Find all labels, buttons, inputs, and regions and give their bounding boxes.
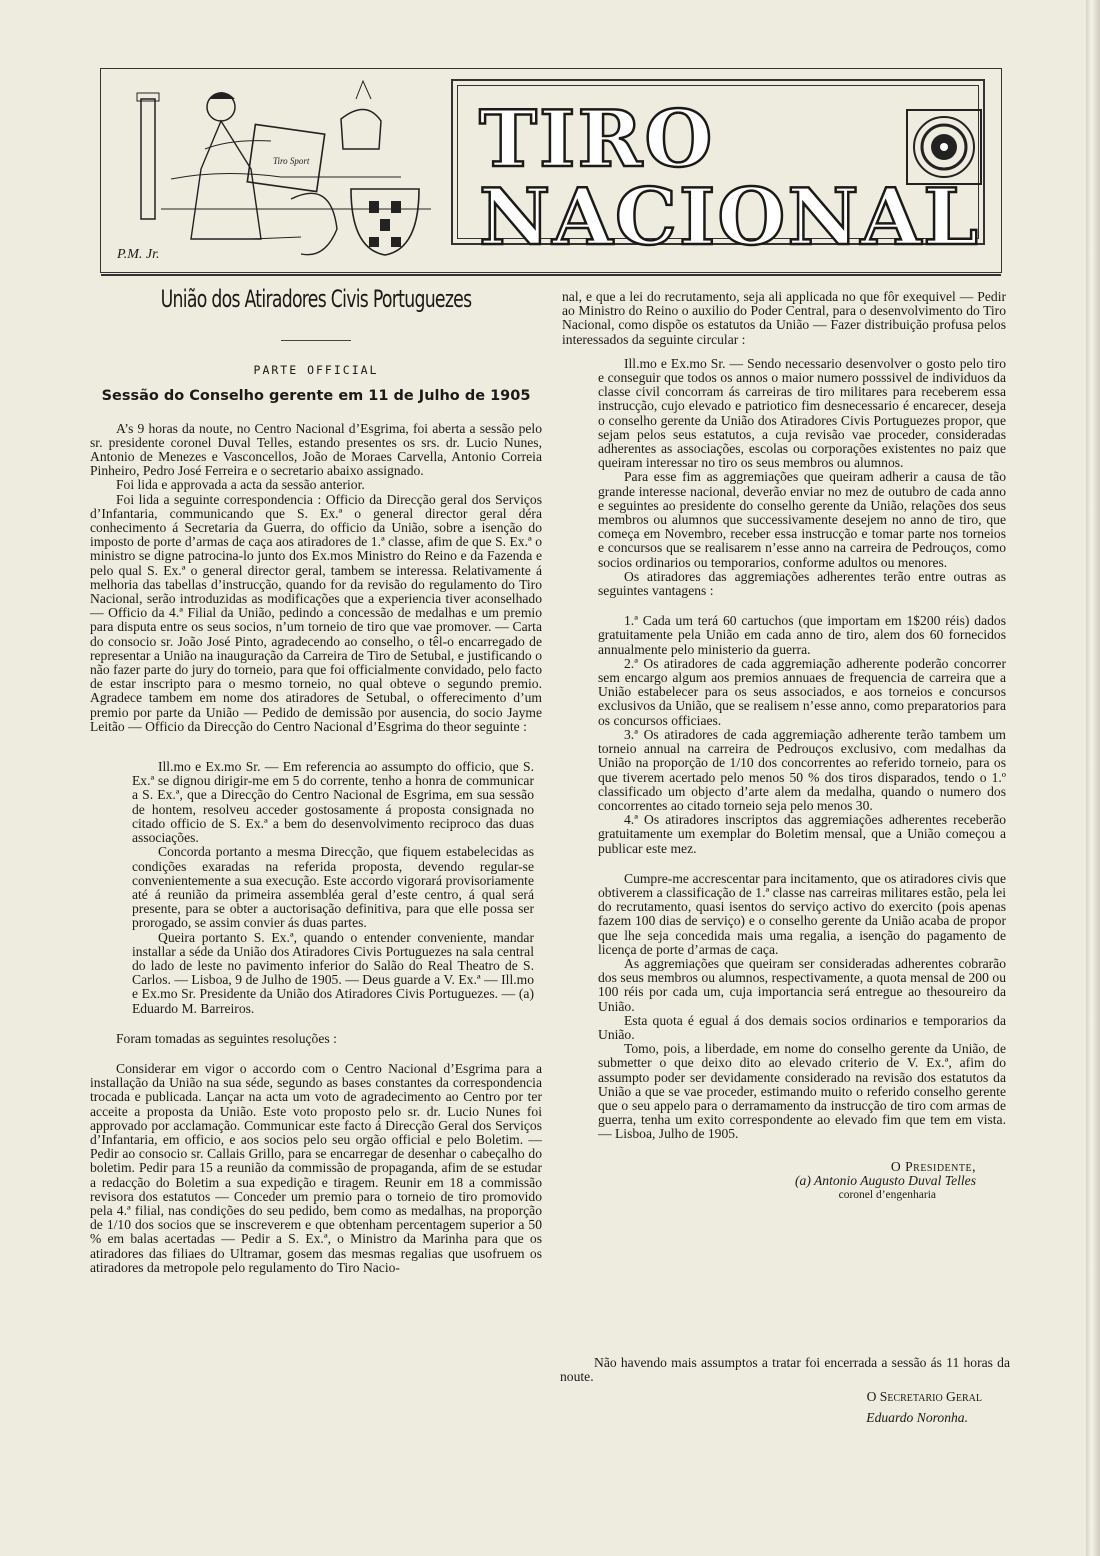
- paragraph-continuation: nal, e que a lei do recrutamento, seja ali applicada no que fôr exequivel — Pedir ao Ministro do Reino o auxilio do Poder Central, para o desenvolvimento do Tiro Nacional, como dispõe os estatutos da União — Fazer distribuição profusa pelos interessados da seguinte circular :: [562, 289, 1006, 347]
- circular-paragraph: Esta quota é egual á dos demais socios ordinarios e temporarios da União.: [598, 1012, 1006, 1042]
- president-signature: [598, 1160, 1006, 1203]
- session-heading: Sessão do Conselho gerente em 11 de Julho de 1905: [101, 388, 531, 405]
- illustration-signature: P.M. Jr.: [117, 247, 160, 262]
- paragraph-resolutions: Considerar em vigor o accordo com o Centro Nacional d’Esgrima para a installação da União na sua séde, segundo as bases constantes da correspondencia trocada e publicada. Lançar na acta um voto de agradecimento ao Centro por ter acceite a proposta da União. Este voto proposto pelo sr. dr. Lucio Nunes foi approvado por acclamação. Communicar este facto á Direcção Geral dos Serviços d’Infantaria, em officio, e aos socios pelo seu orgão official e pelo Boletim. — Pedir ao consocio sr. Callais Grillo, para se encarregar de desenhar o cabeçalho do boletim. Pedir para 15 a reunião da commissão de propaganda, afim de se estudar a redacção do Boletim a sua expedição e tiragem. Reunir em 18 a commissão revisora dos estatutos — Conceder um premio para o torneio de tiro promovido pela 4.ª filial, nas condições do seu pedido, bem como as medalhas, na proporção de 1/10 dos socios que se inscreverem e que obtenham percentagem superior a 50 % em balas acertadas — Pedir a S. Ex.ª, o Ministro da Marinha para que os atiradores das filiaes do Ultramar, gosem das mesmas regalias que usofruem os atiradores da metropole pelo regulamento do Tiro Nacio-: [90, 1060, 542, 1275]
- advantage-item: 1.ª Cada um terá 60 cartuchos (que importam em 1$200 réis) dados gratuitamente pela União em cada anno de tiro, alem dos 60 fornecidos annualmente pelo ministerio da guerra.: [598, 613, 1006, 657]
- closing-paragraph: Não havendo mais assumptos a tratar foi encerrada a sessão ás 11 horas da noute.: [560, 1355, 1010, 1385]
- signature-title: coronel d’engenharia: [838, 1188, 936, 1201]
- letter-paragraph: Concorda portanto a mesma Direcção, que fiquem estabelecidas as condições exaradas na referida proposta, devendo regular-se convenientemente a sua execução. Este accordo vigorará provisoriamente até á reunião da primeira assembléa geral d’este centro, á qual será presente, para se obter a auctorisação definitiva, para que elle possa ser prorogado, se assim convier ás duas partes.: [132, 844, 534, 931]
- title-frame: [451, 79, 985, 263]
- masthead-illustration: [101, 69, 441, 272]
- paragraph-opening: A’s 9 horas da noute, no Centro Nacional d’Esgrima, foi aberta a sessão pelo sr. presidente coronel Duval Telles, estando presentes os srs. dr. Lucio Nunes, Antonio de Menezes e Vasconcellos, João de Moraes Carvella, Antonio Correia Pinheiro, Pedro José Ferreira e o secretario abaixo assignado.: [90, 420, 542, 479]
- parte-official-label: PARTE OFFICIAL: [253, 363, 379, 378]
- paragraph-resolutions-intro: Foram tomadas as seguintes resoluções :: [116, 1030, 337, 1046]
- circular-paragraph: Tomo, pois, a liberdade, em nome do conselho gerente da União, de submetter o que deixo dito ao elevado criterio de V. Ex.ª, afim do assumpto poder ser devidamente considerado na revisão dos estatutos da União a que se vae proceder, estimando muito o referido conselho gerente que o seu appelo para o derramamento da instrucção de tiro com armas de guerra, tenha um exito correspondente ao elevado fim que tem em vista. — Lisboa, Julho de 1905.: [598, 1041, 1006, 1142]
- advantage-item: 3.ª Os atiradores de cada aggremiação adherente terão tambem um torneio annual na carreira de Pedrouços exclusivo, com medalhas da União na proporção de 1/10 dos concorrentes ao referido torneio, para os que tiverem acertado pelo menos 50 % dos tiros disparados, tendo o 1.º classificado um objecto d’arte alem da medalha, quando o numero dos concorrentes ao citado torneio seja pelo menos 30.: [598, 726, 1006, 813]
- advantage-item: 4.ª Os atiradores inscriptos das aggremiações adherentes receberão gratuitamente um exemplar do Boletim mensal, que a União começou a publicar este mez.: [598, 812, 1006, 856]
- closing-block: [560, 1356, 1010, 1425]
- quoted-letter: [90, 760, 542, 1016]
- circular-paragraph: Os atiradores das aggremiações adherentes terão entre outras as seguintes vantagens :: [598, 568, 1006, 599]
- circular-paragraph: Ill.mo e Ex.mo Sr. — Sendo necessario desenvolver o gosto pelo tiro e conseguir que todos os annos o maior numero posssivel de individuos da classe civil concorram ás carreiras de tiro militares para receberem essa instrucção, cujo elevado e patriotico fim desnecessario é encarecer, deseja o conselho gerente da União dos Atiradores Civis Portuguezes propor, que sejam pelos seus estatutos, a cuja revisão vae proceder, consideradas adherentes as associações, escolas ou corporações existentes no paiz que queiram interessar no tiro os seus membros ou alumnos.: [598, 355, 1006, 471]
- right-column: [562, 290, 1006, 1202]
- circular-paragraph: Cumpre-me accrescentar para incitamento, que os atiradores civis que obtiverem a classificação de 1.ª classe nas carreiras militares estão, pela lei do recrutamento, quasi isentos do serviço activo do exercito (pois apenas fazem 100 dias de serviço) e o conselho gerente da União acaba de propor que lhe seja concedida mais uma regalia, a isenção do pagamento de licença de porte d’armas de caça.: [598, 870, 1006, 957]
- circular-paragraph: Para esse fim as aggremiações que queiram adherir a causa de tão grande interesse nacional, deverão enviar no mez de outubro de cada anno e seguintes ao presidente do conselho gerente da União, relações dos seus membros ou alumnos que successivamente desejem no anno de tiro, que começa em Novembro, receber essa instrucção e tomar parte nos torneios e concursos que se realisarem n’esse anno na carreira de Pedrouços, como socios ordinarios ou temporarios, conforme adultos ou menores.: [598, 469, 1006, 570]
- illustration-text: Tiro Sport: [273, 156, 310, 166]
- left-column: [90, 286, 542, 1275]
- secretary-name: Eduardo Noronha.: [866, 1409, 968, 1425]
- section-title: União dos Atiradores Civis Portuguezes: [160, 285, 472, 313]
- letter-paragraph: Ill.mo e Ex.mo Sr. — Em referencia ao assumpto do officio, que S. Ex.ª se dignou dirigir-me em 5 do corrente, tenho a honra de communicar a S. Ex.ª, que a Direcção do Centro Nacional de Esgrima, em sua sessão de hontem, resolveu acceder gostosamente á proposta consignada no citado officio de S. Ex.ª a bem do desenvolvimento reciproco das duas associações.: [132, 759, 534, 846]
- letter-paragraph: Queira portanto S. Ex.ª, quando o entender conveniente, mandar installar a séde da União dos Atiradores Civis Portuguezes na sala central do lado de leste no pavimento inferior do Salão do Real Theatro de S. Carlos. — Lisboa, 9 de Julho de 1905. — Deus guarde a V. Ex.ª — Ill.mo e Ex.mo Sr. Presidente da União dos Atiradores Civis Portuguezes. — (a) Eduardo M. Barreiros.: [132, 929, 534, 1016]
- masthead: [100, 68, 1002, 273]
- signature-name: (a) Antonio Augusto Duval Telles: [795, 1172, 976, 1188]
- advantage-item: 2.ª Os atiradores de cada aggremiação adherente poderão concorrer sem encargo algum aos premios annuaes de frequencia de carreira que a União estabelecer para os seus associados, e aos torneios e concursos exclusivos da União, que se realisem n’esse anno, como preparatorios para os concursos officiaes.: [598, 655, 1006, 728]
- magazine-title: TIRO NACIONAL: [479, 94, 980, 263]
- signature-role: O Presidente,: [890, 1158, 976, 1174]
- circular-paragraph: As aggremiações que queiram ser consideradas adherentes cobrarão dos seus membros ou alumnos, respectivamente, a quota mensal de 200 ou 100 réis por cada um, cuja importancia será entregue ao thesoureiro da União.: [598, 955, 1006, 1014]
- page-edge: [1086, 0, 1100, 1556]
- secretary-role: O Secretario Geral: [866, 1389, 982, 1405]
- paragraph-correspondence: Foi lida a seguinte correspondencia : Officio da Direcção geral dos Serviços d’Infantaria, communicando que S. Ex.ª o general director geral déra conhecimento á Secretaria da Guerra, do officio da União, sobre a isenção do imposto de porte d’armas de caça aos atiradores de 1.ª classe, afim de que S. Ex.ª o ministro se digne patrocina-lo junto dos Ex.mos Ministro do Reino e da Fazenda e pelo qual S. Ex.ª o general director geral, tambem se interessa. Relativamente á melhoria das tabellas d’instrucção, quando for da revisão do regulamento do Tiro Nacional, serão introduzidas as modificações que a experiencia tiver aconselhado — Officio da 4.ª Filial da União, pedindo a concessão de medalhas e um premio para disputa entre os seus socios, n’um torneio de tiro que vae promover. — Carta do consocio sr. João José Pinto, agradecendo ao conselho, o têl-o encarregado de representar a União na inauguração da Carreira de Tiro de Setubal, e justificando o não fazer parte do jury do torneio, para que foi officialmente convidado, pelo facto de estar inscripto para o mesmo torneio, no qual obteve o segundo premio. Agradece tambem em nome dos atiradores de Setubal, o offerecimento d’um premio por parte da União — Pedido de demissão por ausencia, do socio Jayme Leitão — Officio da Direcção do Centro Nacional d’Esgrima do theor seguinte :: [90, 491, 542, 734]
- circular-text: [562, 357, 1006, 1202]
- target-icon: [903, 106, 985, 188]
- paragraph-acta: Foi lida e approvada a acta da sessão anterior.: [116, 477, 365, 493]
- section-divider: [281, 340, 351, 341]
